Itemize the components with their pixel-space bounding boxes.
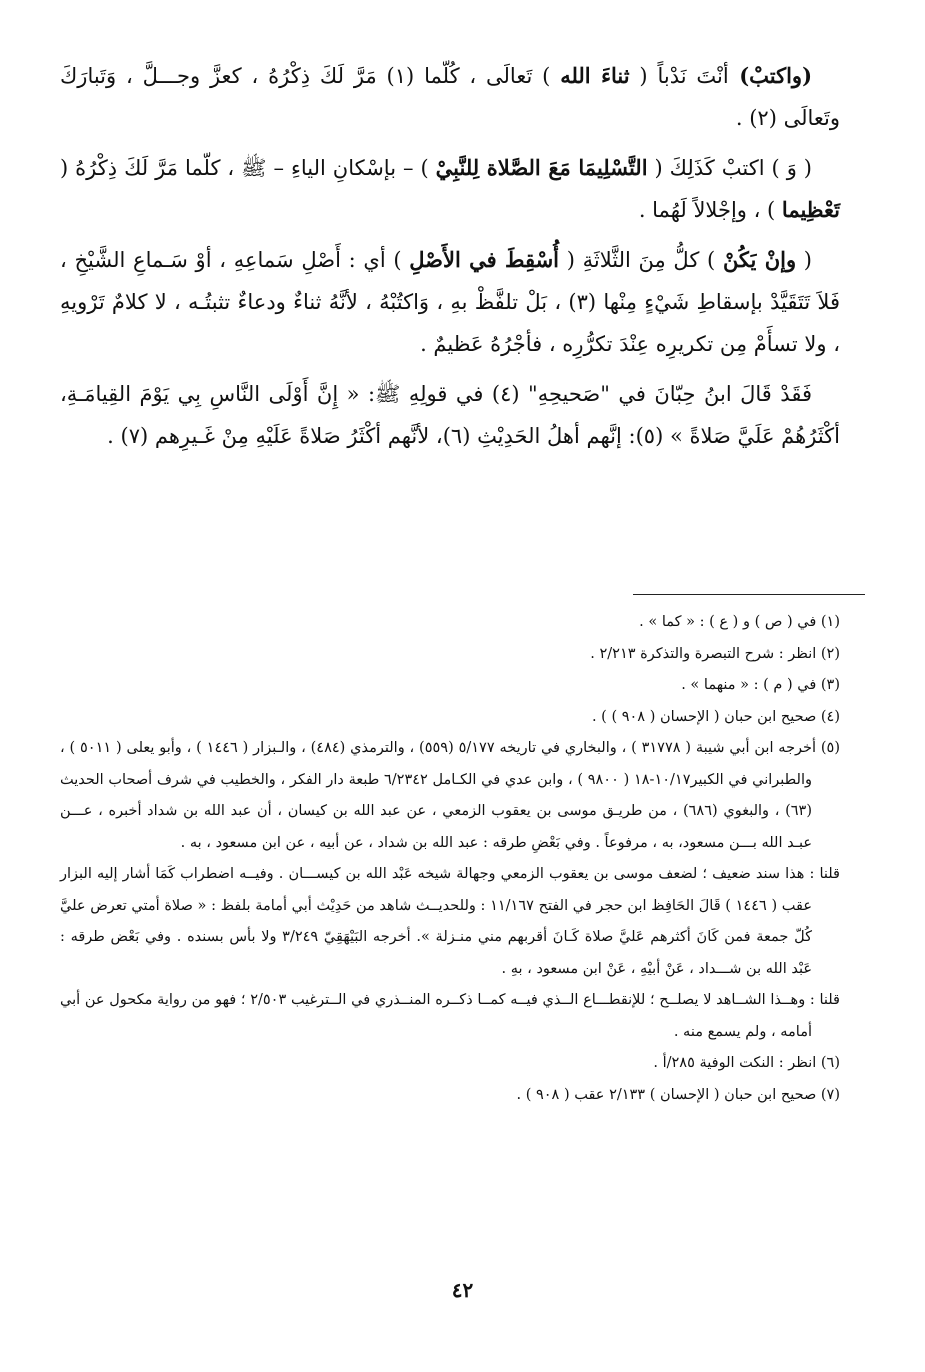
bold-text: أُسْقِطَ في الأَصْلِ <box>409 247 559 272</box>
footnote-fn4: (٤) صحيح ابن حبان ( الإحسان ( ٩٠٨ ) ) . <box>591 708 840 725</box>
text-span: فَقَدْ قَالَ ابنُ حِبّانَ في "صَحيحِهِ" <box>519 382 812 406</box>
text-span: ) تَعالَى ، كُلّما <box>414 64 561 88</box>
main-text <box>60 55 840 465</box>
paragraph-1 <box>60 55 840 139</box>
footnote-fn3: (٣) في ( م ) : « منهما » . <box>681 677 840 693</box>
bold-text: تَعْظِيما <box>781 197 840 222</box>
text-span: ، بَلْ تلفَّظْ بهِ ، وَاكتُبْهُ ، لأنَّهُ ثناءٌ ودعاءٌ تثبتُـه ، لا كلامٌ تَرْويهِ ، ولا تسأَمْ مِن تكريرِه عِنْدَ تكرُّرِه ، فأجْرُهُ عَظيمٌ . <box>60 290 840 356</box>
text-span: ( <box>796 248 813 272</box>
text-span: ) كلُّ مِنَ الثَّلاثَةِ ( <box>559 248 723 272</box>
text-span: . <box>107 424 121 448</box>
text-span: ، لأنَّهم أكْثَرُ صَلاةً عَلَيْهِ مِنْ غَـيرِهم <box>148 424 443 448</box>
text-span: (١) <box>386 64 415 88</box>
footnotes <box>60 607 840 1111</box>
footnote-fn5b: قلنا : هذا سند ضعيف ؛ لضعف موسى بن يعقوب الزمعي وجهالة شيخه عَبْد الله بن كيســـان . وفيــه اضطراب كَمَا أشار إليه البزار عقب ( ١٤٤٦ ) قَالَ الحَافِظ ابن حجر في الفتح ١١/١٦٧ : وللحديــث شاهد من حَدِيْث أبي أمامة بلفظ : « صلاة أمتي تعرض عليَّ كُلّ جمعة فمن كَانَ أكثرهم عَليَّ صلاة كَـانَ أقربهم مني منـزلة ». أخرجه البَيْهَقِيّ ٣/٢٤٩ ولا بأس بسنده . وفي بَعْض طرقه : عَبْد الله بن شـــداد ، عَنْ أبيْهِ ، عَنْ ابن مسعود ، بهِ . <box>60 866 840 977</box>
text-span: (٤) <box>491 382 520 406</box>
footnote-fn7: (٧) صحيح ابن حبان ( الإحسان ) ٢/١٣٣ عقب ( ٩٠٨ ) . <box>516 1086 840 1103</box>
text-span: (٦) <box>442 424 471 448</box>
text-span: أنْتَ نَدْباً ( <box>629 64 729 88</box>
text-span: ) أي : أَصْلِ سَماعِهِ ، أوْ سَـماعِ الشَّيْخِ ، فَلاَ تَتَقَيَّدْ بإسقاطِ شَيْءٍ مِنْها <box>60 248 841 314</box>
paragraph-2 <box>60 147 840 231</box>
bold-text: ثناءَ الله <box>560 63 630 88</box>
footnote-fn5a: (٥) أخرجه ابن أبي شيبة ( ٣١٧٧٨ ) ، والبخاري في تاريخه ٥/١٧٧ (٥٥٩) ، والترمذي (٤٨٤) ، والـبزار ( ١٤٤٦ ) ، وأبو يعلى ( ٥٠١١ ) ، والطبراني في الكبير١٠/١٧-١٨ ( ٩٨٠٠ ) ، وابن عدي في الكـامل ٦/٢٣٤٢ طبعة دار الفكر ، والخطيب في شرف أصحاب الحديث (٦٣) ، والبغوي (٦٨٦) ، من طريـق موسى بن يعقوب الزمعي ، عن عبد الله بن كيسان ، أن عبد الله بن شداد أخبره ، عـــن عبـد الله بـــن مسعود، به ، مرفوعاً . وفي بَعْضِ طرقه : عبد الله بن شداد ، عن أبيه ، عن ابن مسعود ، به . <box>60 740 841 851</box>
text-span: (٥) <box>635 424 664 448</box>
footnote-fn6: (٦) انظر : النكت الوفية ٢٨٥/أ . <box>653 1055 840 1071</box>
text-span: (٢) <box>749 106 777 130</box>
text-span: : إنَّهم أهلُ الحَدِيْثِ <box>470 424 636 448</box>
footnote-fn1: (١) في ( ص ) و ( ع ) : « كما » . <box>639 614 840 630</box>
bold-text: التَّسْلِيمَا مَعَ الصَّلاة لِلنَّبِيْ <box>435 155 648 180</box>
text-span: (٧) <box>120 424 149 448</box>
footnote-fn2: (٢) انظر : شرح التبصرة والتذكرة ٢/٢١٣ . <box>590 645 840 662</box>
text-span: مَرَّ لَكَ ذِكْرُهُ ، كعزَّ وجـــلَّ ، وَتَبارَكَ وتَعالَى <box>60 64 840 130</box>
bold-text: (واكتبْ) <box>728 63 812 88</box>
page-number: ٤٢ <box>451 1278 474 1302</box>
text-span: ) – بإسْكانِ الياءِ – ﷺ ، كلّما مَرَّ لَكَ ذِكْرُهُ ( <box>60 156 436 180</box>
text-span: ( وَ ) اكتبْ كَذَلِكَ ( <box>647 156 813 180</box>
bold-text: وإنْ يَكُنْ <box>722 247 797 272</box>
paragraph-4 <box>60 373 840 457</box>
footnote-separator <box>633 594 865 595</box>
footnote-fn5c: قلنا : وهــذا الشــاهد لا يصلــح ؛ للإنقطـــاع الــذي فيــه كمــا ذكــره المنــذري في الــترغيب ٢/٥٠٣ ؛ فهو من رواية مكحول عن أبي أمامه ، ولم يسمع منه . <box>60 992 840 1040</box>
text-span: ) ، وإجْلالاً لَهُما . <box>638 198 782 222</box>
text-span: في قولِهِ ﷺ: « إِنَّ أَوْلَى النَّاسِ بِي يَوْمَ القِيامَـةِ، أكْثَرُهُمْ عَلَيَّ صَلاةً » <box>60 382 840 448</box>
text-span: (٣) <box>568 290 597 314</box>
paragraph-3 <box>60 239 840 365</box>
text-span: . <box>735 106 750 130</box>
